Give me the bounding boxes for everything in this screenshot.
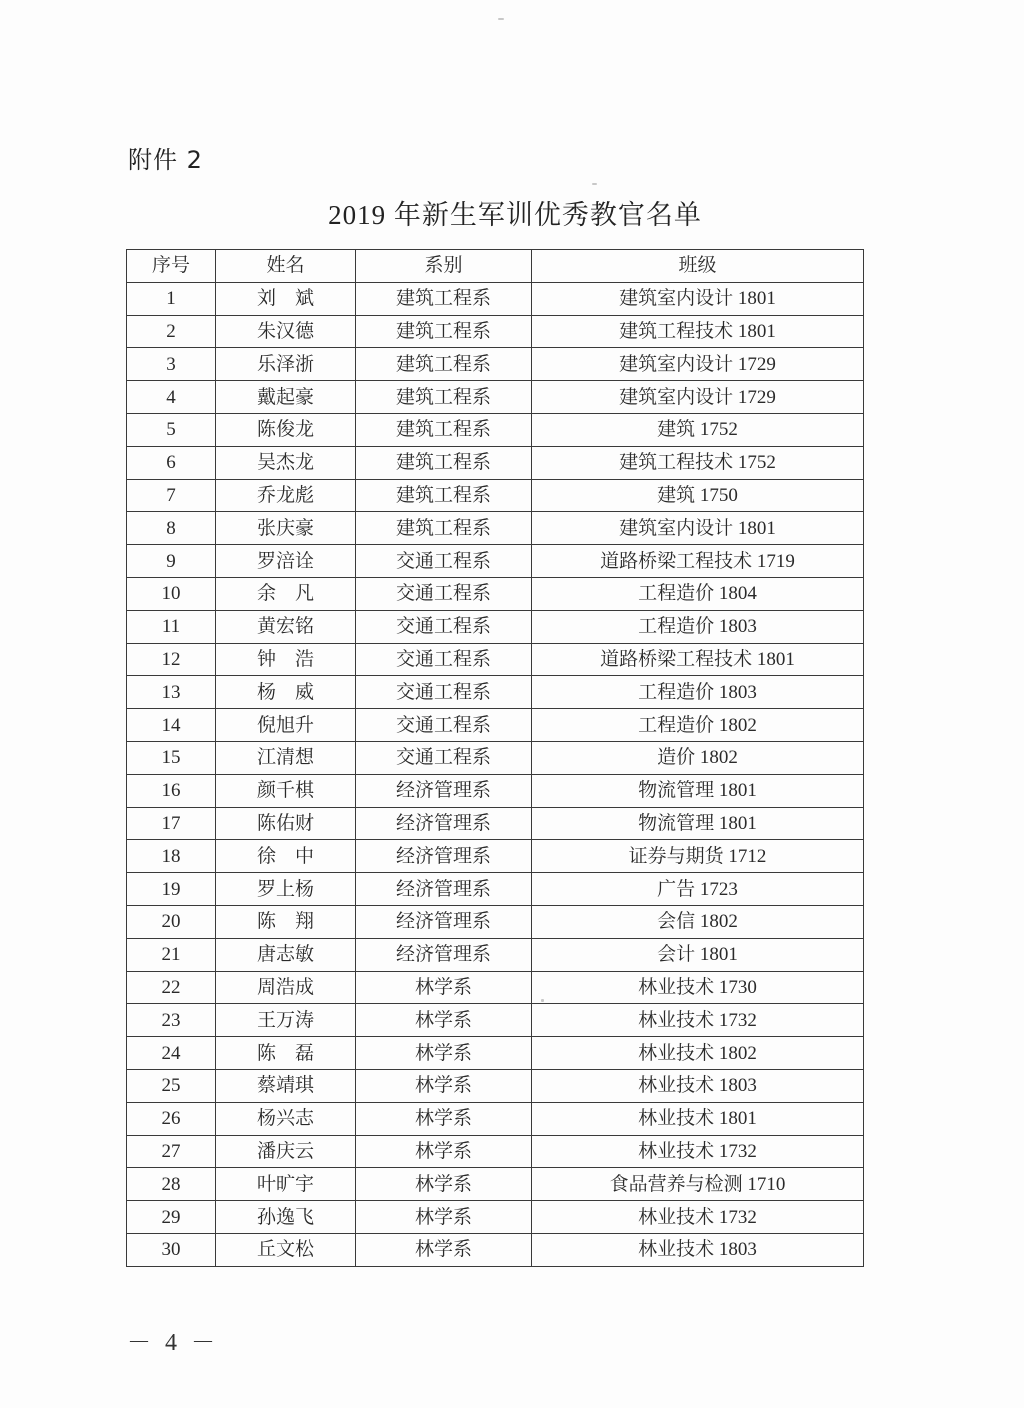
cell-name: 罗涪诠 [216,545,356,578]
cell-class: 工程造价 1803 [532,610,864,643]
cell-index: 30 [127,1233,216,1266]
cell-name: 唐志敏 [216,938,356,971]
cell-name: 蔡靖琪 [216,1069,356,1102]
cell-index: 22 [127,971,216,1004]
table-row [127,1233,864,1266]
page-number: － 4 － [127,1330,219,1356]
cell-index: 25 [127,1069,216,1102]
cell-department: 经济管理系 [356,938,532,971]
table-row [127,1201,864,1234]
table-row [127,315,864,348]
cell-class: 林业技术 1730 [532,971,864,1004]
table-row [127,1168,864,1201]
cell-index: 17 [127,807,216,840]
cell-index: 15 [127,741,216,774]
cell-index: 2 [127,315,216,348]
cell-name: 陈 磊 [216,1037,356,1070]
table-row [127,348,864,381]
cell-name: 陈佑财 [216,807,356,840]
cell-department: 建筑工程系 [356,282,532,315]
cell-name: 朱汉德 [216,315,356,348]
cell-index: 16 [127,774,216,807]
cell-department: 林学系 [356,1069,532,1102]
cell-index: 10 [127,577,216,610]
table-row [127,643,864,676]
cell-class: 物流管理 1801 [532,774,864,807]
table-row [127,479,864,512]
cell-index: 20 [127,905,216,938]
cell-department: 建筑工程系 [356,348,532,381]
header-name: 姓名 [216,250,356,283]
cell-name: 乐泽浙 [216,348,356,381]
cell-department: 经济管理系 [356,873,532,906]
cell-index: 11 [127,610,216,643]
document-title: 2019 年新生军训优秀教官名单 [328,200,702,230]
cell-index: 19 [127,873,216,906]
cell-department: 建筑工程系 [356,446,532,479]
cell-name: 丘文松 [216,1233,356,1266]
table-row [127,676,864,709]
cell-department: 林学系 [356,1233,532,1266]
cell-class: 工程造价 1803 [532,676,864,709]
cell-name: 乔龙彪 [216,479,356,512]
cell-index: 12 [127,643,216,676]
cell-index: 1 [127,282,216,315]
cell-class: 建筑 1752 [532,413,864,446]
cell-index: 5 [127,413,216,446]
cell-name: 戴起豪 [216,381,356,414]
cell-name: 王万涛 [216,1004,356,1037]
cell-department: 建筑工程系 [356,479,532,512]
table-row [127,446,864,479]
attachment-label: 附件 2 [128,146,203,174]
cell-department: 交通工程系 [356,643,532,676]
cell-class: 建筑 1750 [532,479,864,512]
cell-index: 27 [127,1135,216,1168]
cell-index: 21 [127,938,216,971]
cell-department: 林学系 [356,1037,532,1070]
cell-class: 林业技术 1732 [532,1004,864,1037]
cell-class: 建筑室内设计 1729 [532,348,864,381]
table-header-row [127,250,864,283]
cell-department: 林学系 [356,1201,532,1234]
cell-index: 24 [127,1037,216,1070]
cell-name: 叶旷宇 [216,1168,356,1201]
cell-index: 14 [127,709,216,742]
cell-class: 道路桥梁工程技术 1719 [532,545,864,578]
cell-class: 会信 1802 [532,905,864,938]
cell-class: 造价 1802 [532,741,864,774]
cell-name: 周浩成 [216,971,356,1004]
table-row [127,971,864,1004]
table-row [127,938,864,971]
cell-index: 23 [127,1004,216,1037]
table-row [127,1102,864,1135]
cell-name: 孙逸飞 [216,1201,356,1234]
table-row [127,545,864,578]
cell-department: 经济管理系 [356,807,532,840]
cell-class: 工程造价 1802 [532,709,864,742]
cell-department: 交通工程系 [356,741,532,774]
cell-department: 交通工程系 [356,577,532,610]
cell-class: 建筑室内设计 1729 [532,381,864,414]
cell-class: 林业技术 1732 [532,1201,864,1234]
cell-name: 倪旭升 [216,709,356,742]
cell-name: 张庆豪 [216,512,356,545]
cell-department: 林学系 [356,1102,532,1135]
instructor-table [126,249,864,1267]
cell-index: 4 [127,381,216,414]
header-class: 班级 [532,250,864,283]
cell-department: 经济管理系 [356,840,532,873]
table-row [127,512,864,545]
cell-department: 交通工程系 [356,545,532,578]
cell-name: 徐 中 [216,840,356,873]
cell-class: 林业技术 1732 [532,1135,864,1168]
cell-class: 林业技术 1803 [532,1233,864,1266]
cell-index: 9 [127,545,216,578]
cell-index: 26 [127,1102,216,1135]
header-index: 序号 [127,250,216,283]
cell-department: 林学系 [356,1004,532,1037]
cell-name: 刘 斌 [216,282,356,315]
cell-index: 13 [127,676,216,709]
cell-class: 林业技术 1801 [532,1102,864,1135]
cell-name: 吴杰龙 [216,446,356,479]
cell-department: 建筑工程系 [356,315,532,348]
table-row [127,381,864,414]
cell-class: 林业技术 1802 [532,1037,864,1070]
cell-class: 建筑室内设计 1801 [532,512,864,545]
cell-name: 钟 浩 [216,643,356,676]
cell-index: 18 [127,840,216,873]
cell-department: 建筑工程系 [356,512,532,545]
cell-name: 陈俊龙 [216,413,356,446]
cell-class: 食品营养与检测 1710 [532,1168,864,1201]
cell-name: 颜千棋 [216,774,356,807]
cell-department: 建筑工程系 [356,381,532,414]
cell-department: 交通工程系 [356,709,532,742]
cell-index: 8 [127,512,216,545]
cell-index: 28 [127,1168,216,1201]
table-row [127,709,864,742]
cell-name: 杨 威 [216,676,356,709]
cell-index: 6 [127,446,216,479]
table-row [127,413,864,446]
cell-class: 建筑室内设计 1801 [532,282,864,315]
cell-name: 黄宏铭 [216,610,356,643]
cell-class: 广告 1723 [532,873,864,906]
table-row [127,1037,864,1070]
cell-index: 3 [127,348,216,381]
table-body [127,282,864,1266]
scan-speck [541,999,544,1002]
table-row [127,1004,864,1037]
cell-department: 经济管理系 [356,905,532,938]
cell-class: 道路桥梁工程技术 1801 [532,643,864,676]
table-row [127,873,864,906]
scan-speck [498,18,504,20]
cell-department: 林学系 [356,1168,532,1201]
cell-class: 工程造价 1804 [532,577,864,610]
cell-department: 林学系 [356,971,532,1004]
table-row [127,840,864,873]
table-row [127,1135,864,1168]
cell-index: 29 [127,1201,216,1234]
table-row [127,807,864,840]
cell-department: 交通工程系 [356,676,532,709]
table-row [127,610,864,643]
cell-class: 建筑工程技术 1801 [532,315,864,348]
table-row [127,774,864,807]
header-department: 系别 [356,250,532,283]
cell-class: 建筑工程技术 1752 [532,446,864,479]
cell-index: 7 [127,479,216,512]
cell-name: 江清想 [216,741,356,774]
cell-department: 林学系 [356,1135,532,1168]
cell-class: 物流管理 1801 [532,807,864,840]
cell-name: 余 凡 [216,577,356,610]
table-row [127,577,864,610]
cell-class: 林业技术 1803 [532,1069,864,1102]
table-row [127,741,864,774]
cell-class: 会计 1801 [532,938,864,971]
cell-department: 经济管理系 [356,774,532,807]
cell-name: 杨兴志 [216,1102,356,1135]
cell-name: 罗上杨 [216,873,356,906]
scan-speck [592,183,597,185]
cell-name: 陈 翔 [216,905,356,938]
cell-name: 潘庆云 [216,1135,356,1168]
table-row [127,905,864,938]
cell-department: 交通工程系 [356,610,532,643]
table-row [127,282,864,315]
cell-class: 证券与期货 1712 [532,840,864,873]
table-row [127,1069,864,1102]
cell-department: 建筑工程系 [356,413,532,446]
